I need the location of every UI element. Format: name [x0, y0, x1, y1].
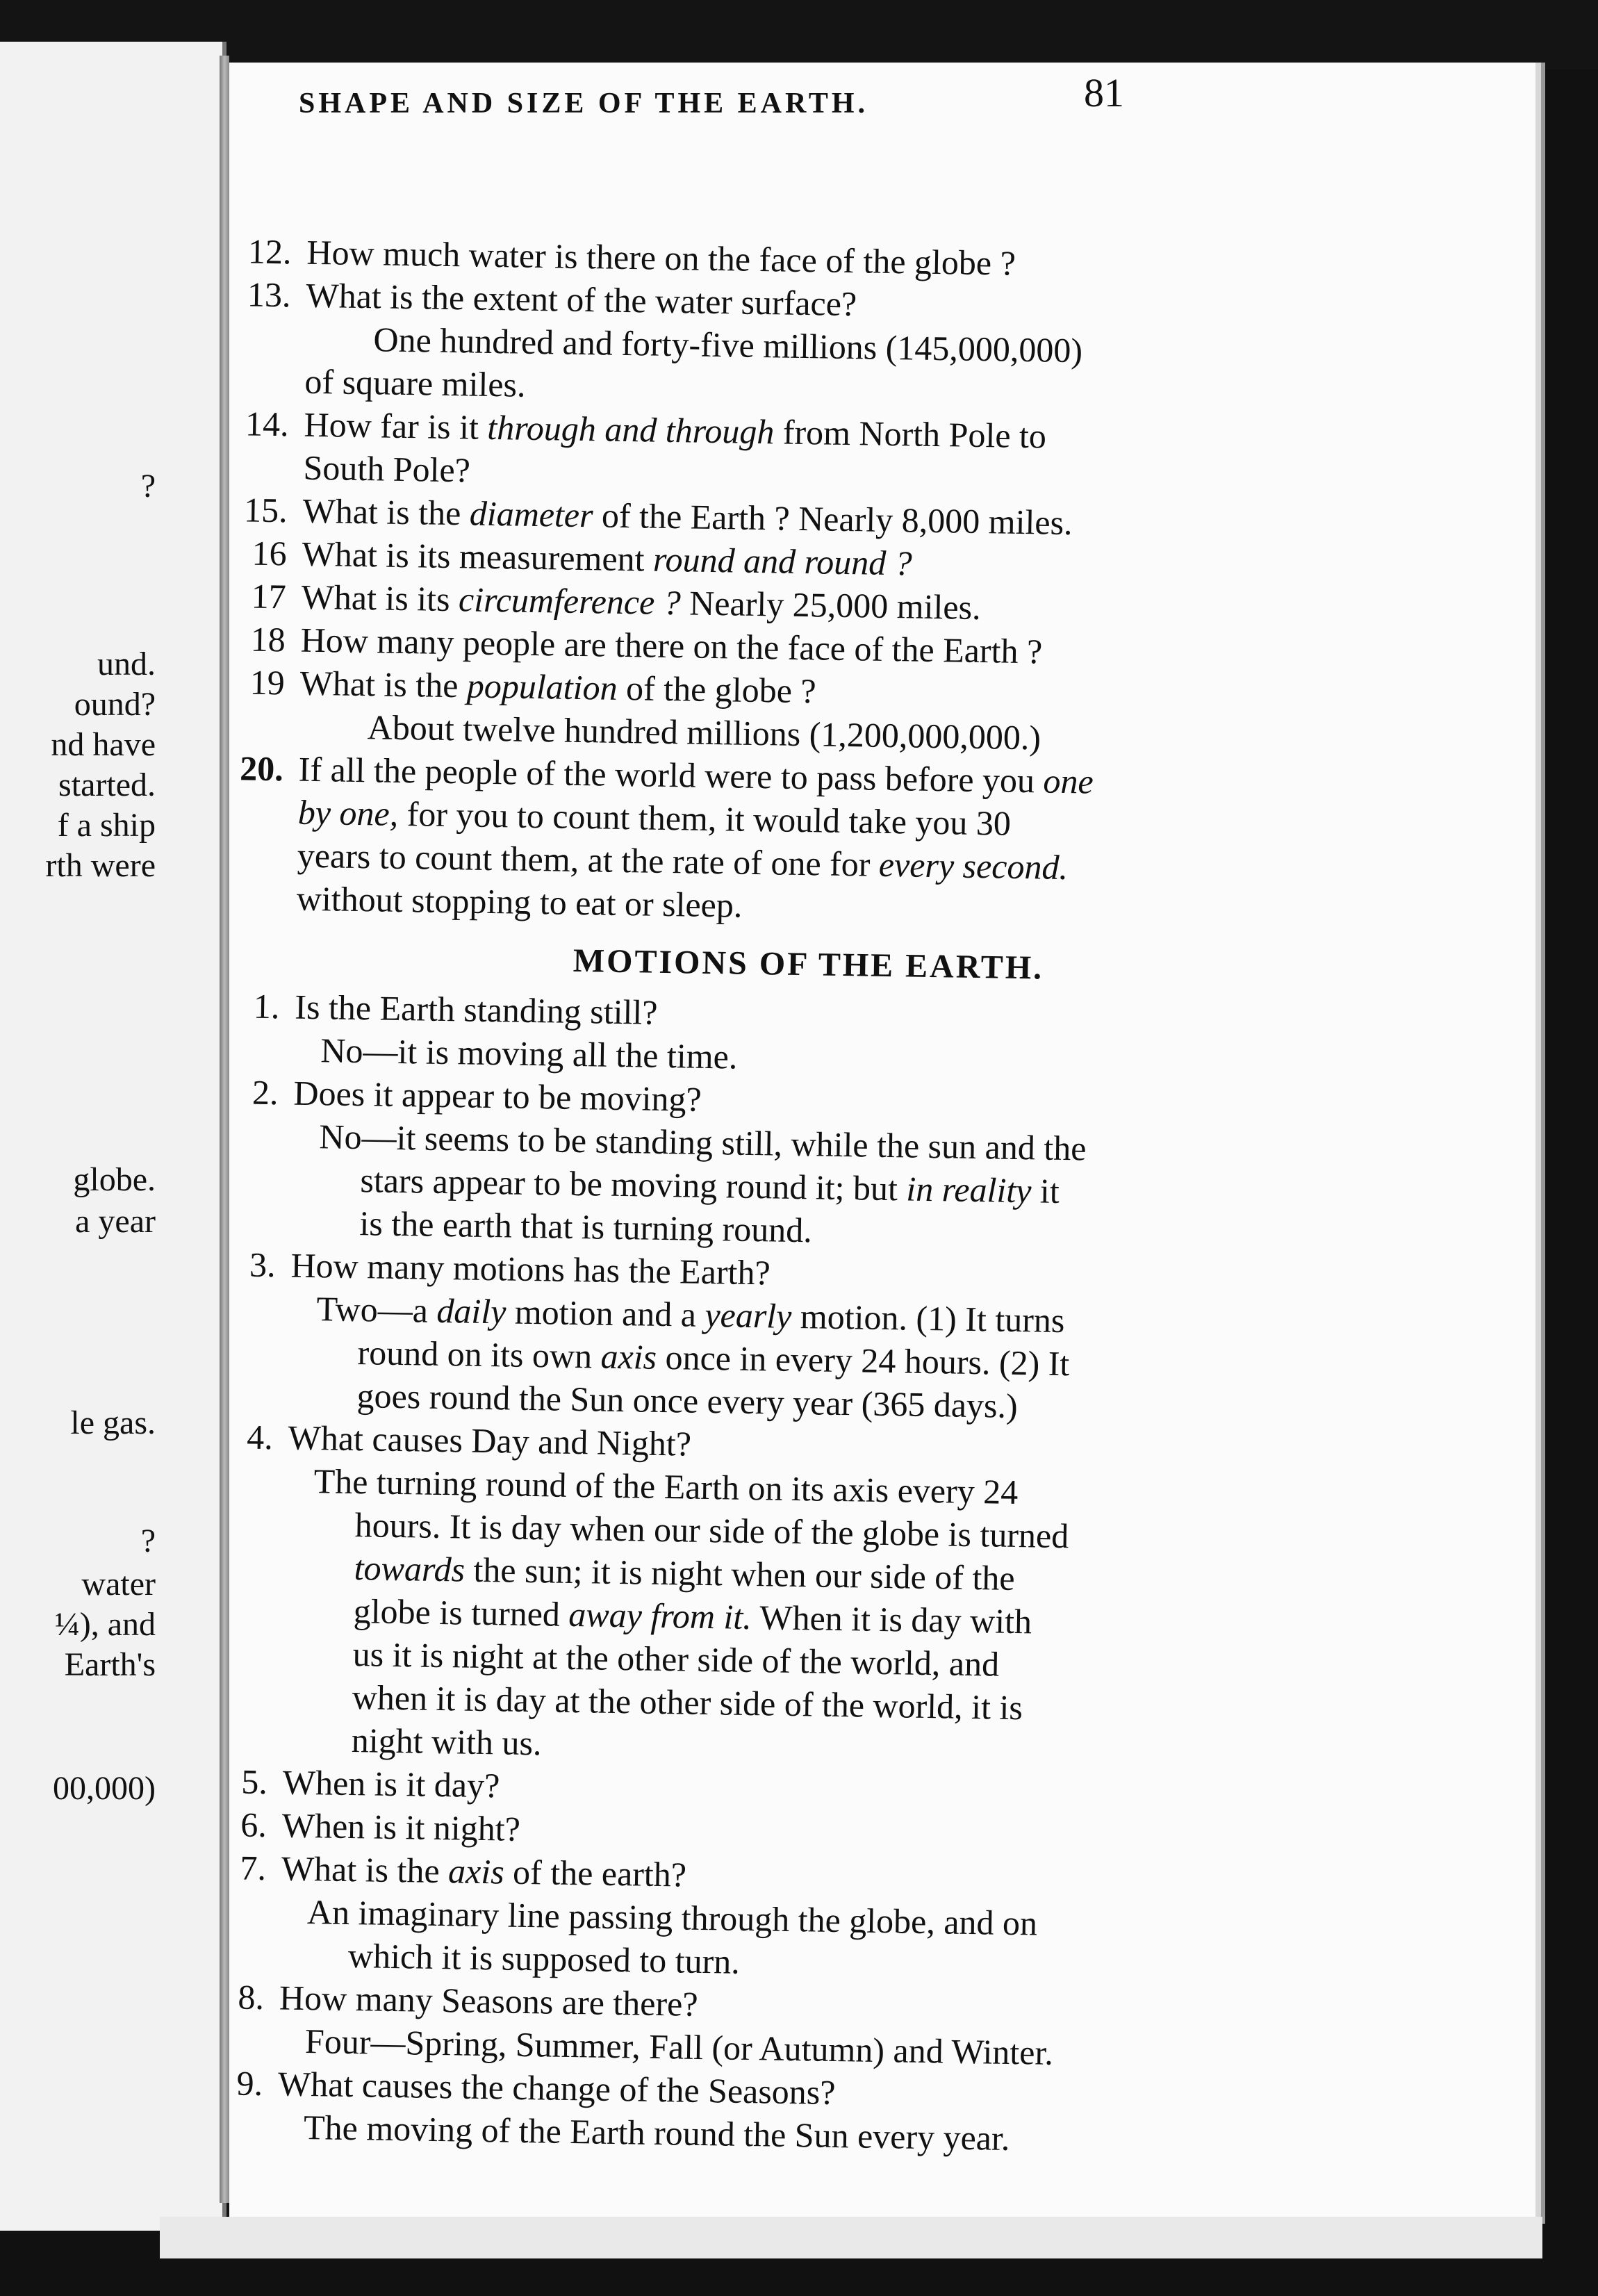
line-text: No—it seems to be standing still, while the sun and the: [319, 1117, 1087, 1168]
left-page-fragment: water: [81, 1566, 156, 1602]
line-text: One hundred and forty-five millions (145,000,000): [373, 320, 1083, 370]
line-text: What causes the change of the Seasons?: [277, 2064, 836, 2113]
question-number: 20.: [239, 748, 284, 789]
italic-text: population: [466, 666, 618, 707]
line-text: What causes Day and Night?: [288, 1418, 692, 1463]
italic-text: away from it.: [568, 1594, 752, 1637]
left-page-fragment: ?: [140, 468, 156, 505]
line-text: How many Seasons are there?: [279, 1978, 698, 2024]
left-page-fragment: 00,000): [53, 1770, 156, 1807]
line-text: of the globe ?: [617, 668, 817, 711]
italic-text: circumference ?: [458, 580, 682, 623]
line-text: How many people are there on the face of the Earth ?: [300, 620, 1043, 671]
question-number: 6.: [240, 1805, 267, 1845]
italic-text: diameter: [469, 493, 593, 535]
italic-text: one: [1043, 761, 1094, 801]
line-text: Four—Spring, Summer, Fall (or Autumn) and Winter.: [304, 2022, 1054, 2072]
line-text: About twelve hundred millions (1,200,000,000.): [367, 707, 1041, 757]
line-text: What is its measurement: [302, 534, 654, 579]
line-text: motion. (1) It turns: [791, 1296, 1065, 1340]
scan-border: [0, 0, 1598, 69]
italic-text: through and through: [486, 407, 775, 452]
question-number: 18: [250, 619, 286, 659]
question-number: 12.: [247, 231, 292, 272]
running-header: [299, 87, 1445, 120]
line-text: If all the people of the world were to pass before you: [298, 749, 1044, 801]
left-page: [0, 42, 226, 2231]
italic-text: yearly: [705, 1295, 792, 1336]
line-text: which it is supposed to turn.: [347, 1935, 741, 1981]
line-text: What is the: [302, 491, 470, 533]
left-page-fragment: rth were: [45, 847, 156, 884]
line-text: once in every 24 hours. (2) It: [656, 1337, 1070, 1384]
italic-text: axis: [447, 1851, 505, 1892]
left-page-fragment: ?: [140, 1523, 156, 1559]
line-text: the sun; it is night when our side of the: [464, 1550, 1015, 1598]
line-text: round on its own: [357, 1333, 602, 1376]
line-text: Two—a: [316, 1289, 437, 1330]
line-text: years to count them, at the rate of one for: [297, 835, 880, 884]
line-text: What is the: [299, 663, 468, 705]
line-text: When it is day with: [751, 1598, 1032, 1641]
italic-text: in reality: [905, 1169, 1032, 1211]
line-text: night with us.: [351, 1721, 542, 1763]
question-list-shape: [218, 229, 1410, 937]
line-text: from North Pole to: [773, 412, 1047, 456]
line-text: it: [1031, 1171, 1060, 1211]
question-number: 17: [251, 576, 287, 616]
left-page-fragment: ound?: [74, 686, 156, 723]
question-number: 14.: [245, 404, 290, 444]
line-text: of the earth?: [504, 1852, 687, 1894]
question-number: 2.: [252, 1072, 279, 1113]
header-title: SHAPE AND SIZE OF THE EARTH.: [299, 88, 869, 120]
left-page-fragment: f a ship: [57, 807, 156, 844]
left-page-fragment: le gas.: [70, 1404, 156, 1441]
left-page-fragment: a year: [75, 1203, 156, 1240]
line-text: stars appear to be moving round it; but: [360, 1161, 907, 1208]
line-text: The turning round of the Earth on its axis every 24: [313, 1461, 1019, 1512]
line-text: motion and a: [505, 1292, 705, 1334]
italic-text: by one,: [297, 792, 399, 833]
question-number: 5.: [240, 1762, 268, 1802]
line-text: What is the extent of the water surface?: [306, 275, 857, 324]
question-number: 8.: [238, 1977, 265, 2017]
left-page-fragment: nd have: [51, 726, 156, 763]
line-text: us it is night at the other side of the world, and: [352, 1634, 1000, 1684]
line-text: What is the: [281, 1848, 449, 1891]
question-number: 13.: [247, 274, 291, 315]
left-page-fragment: globe.: [73, 1161, 156, 1198]
line-text: What is its: [301, 577, 459, 619]
line-text: of square miles.: [304, 361, 526, 404]
question-number: 16: [252, 533, 288, 573]
line-text: when it is day at the other side of the world, it is: [352, 1678, 1023, 1728]
italic-text: daily: [436, 1290, 506, 1331]
italic-text: every second.: [878, 844, 1069, 887]
left-page-fragment: Earth's: [64, 1646, 156, 1683]
line-text: Nearly 25,000 miles.: [680, 583, 982, 628]
question-number: 15.: [243, 490, 288, 530]
left-page-fragment: ¼), and: [54, 1606, 156, 1643]
left-page-fragment: und.: [97, 646, 156, 682]
line-text: is the earth that is turning round.: [359, 1204, 813, 1250]
page-edge: [160, 2217, 1542, 2258]
line-text: globe is turned: [353, 1591, 569, 1634]
question-number: 3.: [249, 1245, 277, 1285]
line-text: The moving of the Earth round the Sun every year.: [303, 2108, 1010, 2158]
line-text: When is it day?: [282, 1762, 500, 1805]
line-text: No—it is moving all the time.: [320, 1031, 738, 1076]
italic-text: round and round ?: [652, 539, 913, 583]
line-text: goes round the Sun once every year (365 days.): [356, 1376, 1019, 1426]
line-text: without stopping to eat or sleep.: [296, 878, 743, 925]
page-number: 81: [1084, 70, 1124, 115]
question-number: 1.: [253, 986, 280, 1026]
line-text: When is it night?: [281, 1805, 521, 1848]
line-text: of the Earth ? Nearly 8,000 miles.: [593, 495, 1073, 543]
italic-text: axis: [600, 1336, 657, 1377]
line-text: Does it appear to be moving?: [293, 1073, 702, 1119]
italic-text: towards: [354, 1548, 466, 1589]
question-number: 4.: [246, 1417, 274, 1457]
question-number: 7.: [240, 1848, 267, 1888]
line-text: How much water is there on the face of the globe ?: [306, 232, 1016, 283]
line-text: An imaginary line passing through the globe, and on: [306, 1892, 1038, 1943]
section-title: MOTIONS OF THE EARTH.: [573, 942, 1044, 987]
page-content: [199, 229, 1410, 2165]
line-text: How far is it: [304, 404, 488, 447]
left-page-fragment: started.: [58, 766, 156, 803]
line-text: South Pole?: [303, 448, 471, 490]
question-number: 19: [249, 662, 286, 703]
line-text: How many motions has the Earth?: [290, 1245, 771, 1293]
line-text: Is the Earth standing still?: [295, 987, 658, 1032]
question-list-motions: [199, 984, 1399, 2165]
line-text: for you to count them, it would take you 30: [397, 794, 1012, 843]
line-text: hours. It is day when our side of the globe is turned: [354, 1505, 1069, 1556]
question-number: 9.: [236, 2063, 263, 2104]
